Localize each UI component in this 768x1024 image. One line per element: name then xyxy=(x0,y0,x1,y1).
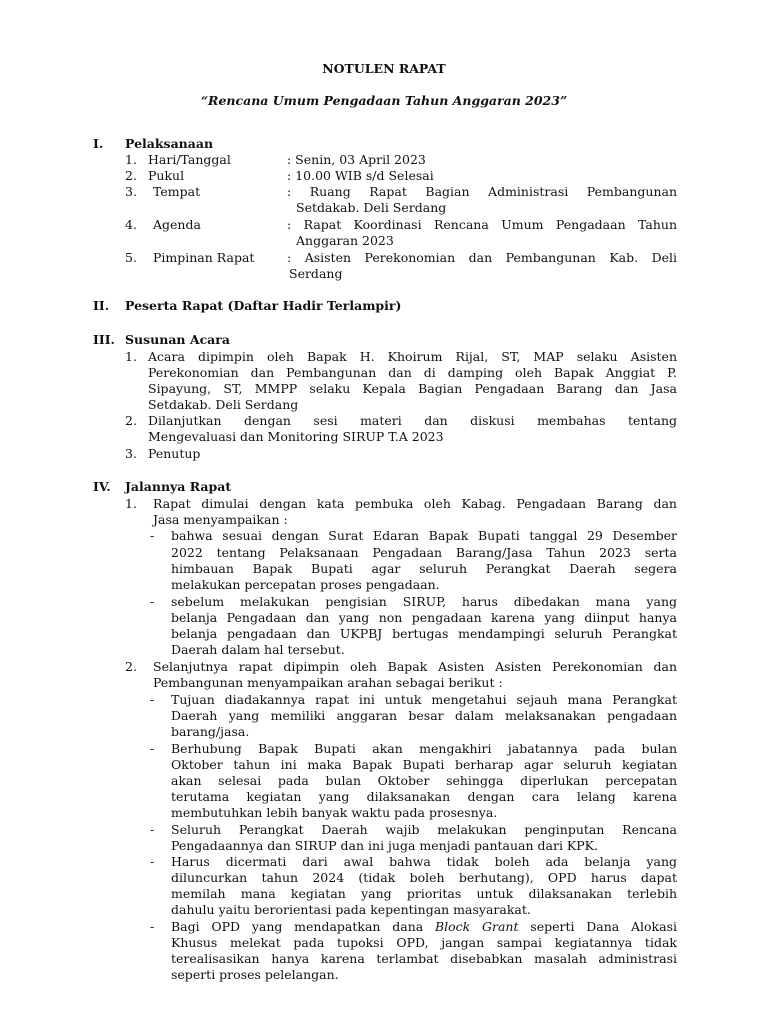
info-value: : Ruang Rapat Bagian Administrasi Pembangunan xyxy=(287,184,677,199)
bullet-dash: - xyxy=(150,692,155,707)
info-num: 3. xyxy=(125,184,137,199)
agenda-line: Penutup xyxy=(148,446,201,461)
section-1-heading: Pelaksanaan xyxy=(125,136,214,151)
info-value: : Rapat Koordinasi Rencana Umum Pengadaan Tahun xyxy=(287,217,677,232)
info-num: 1. xyxy=(125,152,137,167)
proceeding-line: Rapat dimulai dengan kata pembuka oleh Kabag. Pengadaan Barang dan xyxy=(153,496,677,511)
bullet-line: membutuhkan lebih banyak waktu pada prosesnya. xyxy=(171,805,498,820)
section-2-numeral: II. xyxy=(93,298,110,313)
bullet-line: Khusus melekat pada tupoksi OPD, jangan sampai kegiatannya tidak xyxy=(171,935,677,950)
info-value: : Senin, 03 April 2023 xyxy=(287,152,426,167)
bullet-text-italic: Block Grant xyxy=(434,919,519,934)
document-subtitle: “Rencana Umum Pengadaan Tahun Anggaran 2023” xyxy=(200,93,568,108)
proceeding-line: Selanjutnya rapat dipimpin oleh Bapak Asisten Asisten Perekonomian dan xyxy=(153,659,677,674)
proceeding-num: 1. xyxy=(125,496,137,511)
bullet-line: terutama kegiatan yang dilaksanakan dengan cara lelang karena xyxy=(171,789,677,804)
agenda-line: Mengevaluasi dan Monitoring SIRUP T.A 2023 xyxy=(148,429,444,444)
bullet-line: dahulu yaitu berorientasi pada kepentingan masyarakat. xyxy=(171,902,531,917)
agenda-line: Perekonomian dan Pembangunan dan di damping oleh Bapak Anggiat P. xyxy=(148,365,677,380)
bullet-line: memilah mana kegiatan yang prioritas untuk dilaksanakan terlebih xyxy=(171,886,677,901)
bullet-text-tail: seperti Dana Alokasi xyxy=(518,919,677,934)
bullet-dash: - xyxy=(150,594,155,609)
agenda-line: Dilanjutkan dengan sesi materi dan diskusi membahas tentang xyxy=(148,413,677,428)
info-num: 4. xyxy=(125,217,137,232)
info-num: 2. xyxy=(125,168,137,183)
bullet-line: Pengadaannya dan SIRUP dan ini juga menjadi pantauan dari KPK. xyxy=(171,838,598,853)
info-value-cont: Setdakab. Deli Serdang xyxy=(296,200,447,215)
bullet-line: barang/jasa. xyxy=(171,724,250,739)
bullet-dash: - xyxy=(150,528,155,543)
bullet-line-mixed xyxy=(171,919,677,935)
info-label: Pukul xyxy=(148,168,185,183)
section-3-heading: Susunan Acara xyxy=(125,332,230,347)
info-value: : Asisten Perekonomian dan Pembangunan Kab. Deli xyxy=(287,250,677,265)
info-label: Tempat xyxy=(153,184,201,199)
bullet-line: melakukan percepatan proses pengadaan. xyxy=(171,577,440,592)
info-value-cont: Anggaran 2023 xyxy=(296,233,394,248)
bullet-line: 2022 tentang Pelaksanaan Pengadaan Barang/Jasa Tahun 2023 serta xyxy=(171,545,677,560)
agenda-num: 3. xyxy=(125,446,137,461)
info-label: Pimpinan Rapat xyxy=(153,250,255,265)
bullet-dash: - xyxy=(150,741,155,756)
bullet-line: diluncurkan tahun 2024 (tidak boleh berhutang), OPD harus dapat xyxy=(171,870,677,885)
bullet-line: Daerah yang memiliki anggaran besar dalam melaksanakan pengadaan xyxy=(171,708,677,723)
agenda-num: 1. xyxy=(125,349,137,364)
proceeding-num: 2. xyxy=(125,659,137,674)
bullet-text-lead: Bagi OPD yang mendapatkan dana xyxy=(171,919,435,934)
bullet-dash: - xyxy=(150,854,155,869)
section-4-numeral: IV. xyxy=(93,479,111,494)
bullet-line: Oktober tahun ini maka Bapak Bupati berharap agar seluruh kegiatan xyxy=(171,757,677,772)
bullet-line: Harus dicermati dari awal bahwa tidak boleh ada belanja yang xyxy=(171,854,677,869)
bullet-line: akan selesai pada bulan Oktober sehingga diperlukan percepatan xyxy=(171,773,677,788)
proceeding-line: Jasa menyampaikan : xyxy=(153,512,288,527)
bullet-line: bahwa sesuai dengan Surat Edaran Bapak Bupati tanggal 29 Desember xyxy=(171,528,677,543)
bullet-line: Berhubung Bapak Bupati akan mengakhiri jabatannya pada bulan xyxy=(171,741,677,756)
info-num: 5. xyxy=(125,250,137,265)
bullet-dash: - xyxy=(150,822,155,837)
bullet-line: belanja Pengadaan dan yang non pengadaan karena yang diinput hanya xyxy=(171,610,677,625)
section-3-numeral: III. xyxy=(93,332,115,347)
bullet-line: Seluruh Perangkat Daerah wajib melakukan penginputan Rencana xyxy=(171,822,677,837)
agenda-num: 2. xyxy=(125,413,137,428)
bullet-line: seperti proses pelelangan. xyxy=(171,967,339,982)
info-value-cont: Serdang xyxy=(289,266,343,281)
bullet-line: himbauan Bapak Bupati agar seluruh Perangkat Daerah segera xyxy=(171,561,677,576)
info-value: : 10.00 WIB s/d Selesai xyxy=(287,168,434,183)
document-title: NOTULEN RAPAT xyxy=(322,61,446,76)
bullet-line: sebelum melakukan pengisian SIRUP, harus dibedakan mana yang xyxy=(171,594,677,609)
bullet-line: belanja pengadaan dan UKPBJ bertugas mendampingi seluruh Perangkat xyxy=(171,626,677,641)
proceeding-line: Pembangunan menyampaikan arahan sebagai berikut : xyxy=(153,675,503,690)
section-1-numeral: I. xyxy=(93,136,104,151)
bullet-line: Tujuan diadakannya rapat ini untuk mengetahui sejauh mana Perangkat xyxy=(171,692,677,707)
section-4-heading: Jalannya Rapat xyxy=(125,479,232,494)
bullet-dash: - xyxy=(150,919,155,934)
bullet-line: Daerah dalam hal tersebut. xyxy=(171,642,345,657)
agenda-line: Acara dipimpin oleh Bapak H. Khoirum Rijal, ST, MAP selaku Asisten xyxy=(148,349,677,364)
info-label: Hari/Tanggal xyxy=(148,152,231,167)
agenda-line: Sipayung, ST, MMPP selaku Kepala Bagian Pengadaan Barang dan Jasa xyxy=(148,381,677,396)
section-2-heading: Peserta Rapat (Daftar Hadir Terlampir) xyxy=(125,298,402,313)
info-label: Agenda xyxy=(153,217,201,232)
bullet-line: terealisasikan hanya karena terlambat disebabkan masalah administrasi xyxy=(171,951,677,966)
agenda-line: Setdakab. Deli Serdang xyxy=(148,397,299,412)
